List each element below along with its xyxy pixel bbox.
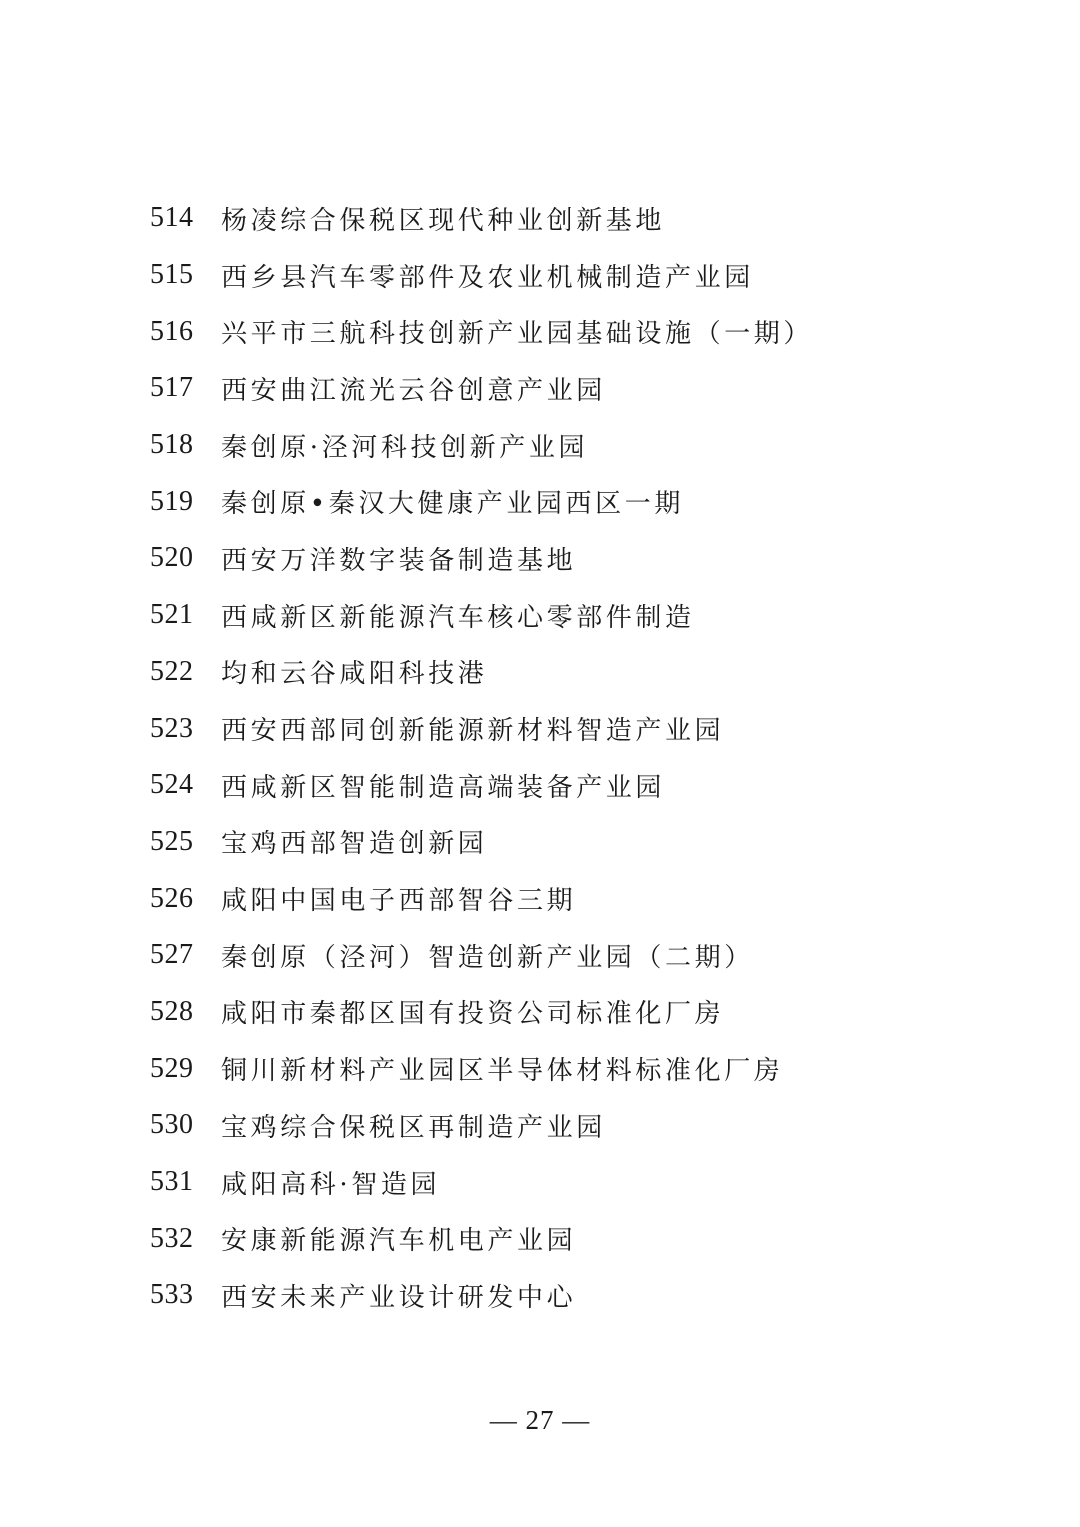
item-number: 521 [150, 599, 194, 631]
item-number: 514 [150, 202, 194, 234]
list-item [150, 587, 1010, 644]
item-name: 西咸新区智能制造高端装备产业园 [221, 772, 666, 803]
item-number: 530 [150, 1109, 194, 1141]
item-name: 咸阳高科·智造园 [221, 1169, 441, 1200]
item-name: 西乡县汽车零部件及农业机械制造产业园 [221, 262, 754, 293]
item-name: 铜川新材料产业园区半导体材料标准化厂房 [221, 1056, 784, 1087]
item-number: 533 [150, 1279, 194, 1311]
item-name: 西安曲江流光云谷创意产业园 [221, 375, 606, 406]
item-number: 526 [150, 882, 194, 914]
item-name: 均和云谷咸阳科技港 [221, 659, 488, 690]
item-number: 523 [150, 712, 194, 744]
list-item [150, 1210, 1010, 1267]
item-name: 安康新能源汽车机电产业园 [221, 1226, 577, 1257]
item-number: 527 [150, 939, 194, 971]
item-name: 宝鸡综合保税区再制造产业园 [221, 1112, 606, 1143]
item-name: 宝鸡西部智造创新园 [221, 829, 488, 860]
list-item [150, 247, 1010, 304]
item-number: 529 [150, 1052, 194, 1084]
list-item [150, 927, 1010, 984]
item-number: 524 [150, 769, 194, 801]
item-number: 515 [150, 259, 194, 291]
list-item [150, 473, 1010, 530]
list-item [150, 190, 1010, 247]
item-name: 秦创原•秦汉大健康产业园西区一期 [221, 489, 684, 520]
item-number: 531 [150, 1166, 194, 1198]
list-item [150, 984, 1010, 1041]
item-number: 518 [150, 429, 194, 461]
item-number: 532 [150, 1222, 194, 1254]
project-list [150, 190, 1010, 1324]
item-name: 秦创原（泾河）智造创新产业园（二期） [221, 942, 754, 973]
item-name: 西咸新区新能源汽车核心零部件制造 [221, 602, 695, 633]
list-item [150, 530, 1010, 587]
item-number: 519 [150, 485, 194, 517]
item-name: 西安万洋数字装备制造基地 [221, 545, 577, 576]
list-item [150, 700, 1010, 757]
list-item [150, 1040, 1010, 1097]
item-name: 咸阳市秦都区国有投资公司标准化厂房 [221, 999, 725, 1030]
item-number: 522 [150, 655, 194, 687]
item-name: 西安西部同创新能源新材料智造产业园 [221, 716, 725, 747]
list-item [150, 1154, 1010, 1211]
item-name: 咸阳中国电子西部智谷三期 [221, 886, 577, 917]
item-name: 西安未来产业设计研发中心 [221, 1282, 577, 1313]
list-item [150, 757, 1010, 814]
list-item [150, 360, 1010, 417]
item-name: 兴平市三航科技创新产业园基础设施（一期） [221, 319, 814, 350]
list-item [150, 1097, 1010, 1154]
item-number: 516 [150, 315, 194, 347]
item-number: 525 [150, 825, 194, 857]
list-item [150, 303, 1010, 360]
page-number: — 27 — [489, 1405, 591, 1435]
item-name: 秦创原·泾河科技创新产业园 [221, 432, 589, 463]
list-item [150, 417, 1010, 474]
item-number: 528 [150, 995, 194, 1027]
item-number: 520 [150, 542, 194, 574]
list-item [150, 814, 1010, 871]
list-item [150, 870, 1010, 927]
list-item [150, 1267, 1010, 1324]
item-number: 517 [150, 372, 194, 404]
item-name: 杨凌综合保税区现代种业创新基地 [221, 205, 666, 236]
list-item [150, 644, 1010, 701]
